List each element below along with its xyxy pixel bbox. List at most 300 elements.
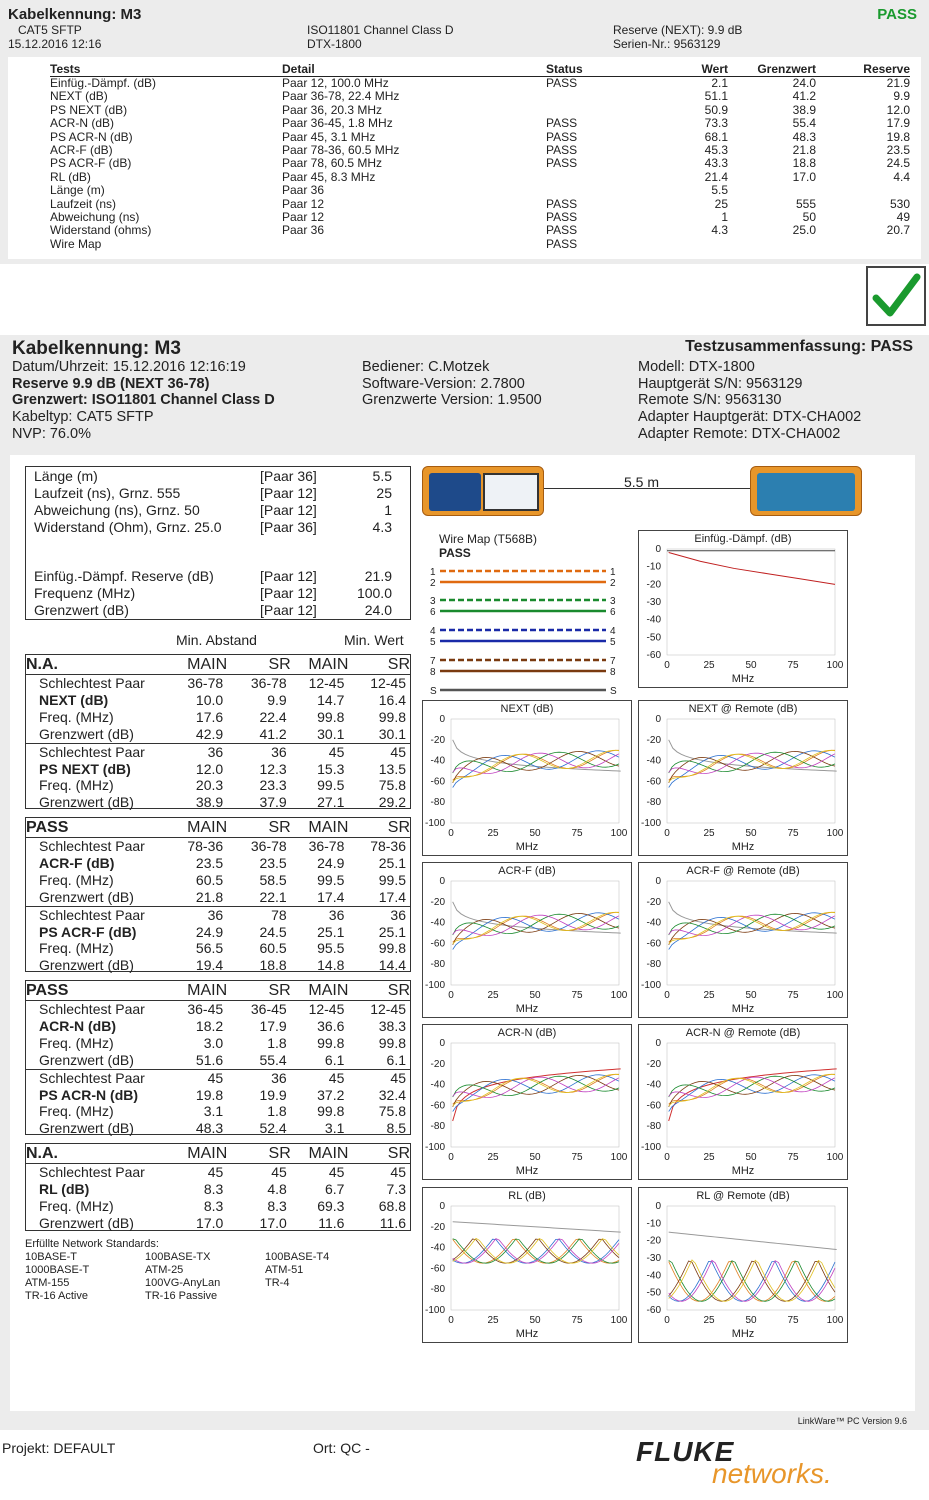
stats-row <box>26 726 410 743</box>
tests-cell: 68.1 <box>704 129 728 144</box>
stats-status: N.A. <box>26 1145 58 1162</box>
tests-cell: 19.8 <box>886 129 910 144</box>
stats-row <box>26 777 410 794</box>
stats-status: PASS <box>26 819 69 836</box>
stats-cell: 17.6 <box>195 708 224 725</box>
stats-col-head: MAIN <box>308 656 349 673</box>
y-tick-label: -40 <box>430 1242 445 1254</box>
tests-header-cell: Reserve <box>816 62 910 77</box>
y-tick-label: 0 <box>439 876 445 887</box>
tests-cell: PASS <box>546 116 578 131</box>
x-tick-label: 75 <box>787 990 799 1001</box>
stats-cell: Grenzwert (dB) <box>39 957 134 974</box>
stats-block <box>25 980 411 1135</box>
model-line: Modell: DTX-1800 <box>638 359 755 375</box>
stats-row <box>26 1103 410 1120</box>
tests-cell: 50.9 <box>704 102 728 117</box>
x-tick-label: 0 <box>664 1152 670 1163</box>
stats-cell: 52.4 <box>259 1120 287 1137</box>
standards-list <box>25 1238 385 1303</box>
chart-title: ACR-N @ Remote (dB) <box>685 1027 801 1039</box>
tests-cell: 12.0 <box>886 102 910 117</box>
tests-row <box>50 104 910 117</box>
stats-cell: 3.1 <box>203 1103 224 1120</box>
stats-cell: 20.3 <box>195 777 224 794</box>
stats-cell: 24.9 <box>317 854 345 871</box>
tests-cell: PS ACR-N (dB) <box>50 129 133 144</box>
y-tick-label: -100 <box>424 1305 445 1316</box>
stats-cell: 45 <box>390 1069 406 1086</box>
measure-cell: Länge (m) <box>34 468 98 484</box>
stats-col-head: MAIN <box>308 819 349 836</box>
stats-cell: 29.2 <box>378 794 406 811</box>
measure-row <box>34 468 392 485</box>
stats-cell: 69.3 <box>317 1197 345 1214</box>
stats-row <box>26 1018 410 1035</box>
y-tick-label: -20 <box>430 896 445 908</box>
stats-cell: Freq. (MHz) <box>39 708 114 725</box>
stats-col-head: SR <box>387 982 410 999</box>
stats-cell: 36-45 <box>187 1001 224 1017</box>
stats-cell: 37.2 <box>317 1086 345 1103</box>
stats-cell: 99.8 <box>317 1034 345 1051</box>
stats-col-head: MAIN <box>308 1145 349 1162</box>
chart-3 <box>422 862 632 1018</box>
tests-cell: PASS <box>546 196 578 211</box>
x-tick-label: 75 <box>571 1315 583 1326</box>
tests-cell: Einfüg.-Dämpf. (dB) <box>50 76 157 90</box>
chart-title: Einfüg.-Dämpf. (dB) <box>694 533 792 545</box>
tests-cell: PASS <box>546 210 578 225</box>
stats-cell: Grenzwert (dB) <box>39 1120 134 1137</box>
stats-cell: 19.9 <box>259 1086 287 1103</box>
stats-row <box>26 1052 410 1069</box>
y-tick-label: -80 <box>430 1284 445 1296</box>
stats-cell: 18.8 <box>259 957 287 974</box>
stats-col-head: MAIN <box>187 656 228 673</box>
y-tick-label: -20 <box>430 1058 445 1070</box>
y-tick-label: -20 <box>646 896 661 908</box>
y-tick-label: -40 <box>646 614 661 626</box>
y-tick-label: -50 <box>646 632 661 644</box>
stats-cell: 38.3 <box>378 1017 406 1034</box>
chart-svg <box>639 1188 849 1344</box>
cable-type: CAT5 SFTP <box>18 23 82 37</box>
y-tick-label: -80 <box>430 959 445 971</box>
stats-row <box>26 794 410 811</box>
reserve-value: Reserve (NEXT): 9.9 dB <box>613 23 743 37</box>
stats-cell: 68.8 <box>378 1197 406 1214</box>
stats-cell: 55.4 <box>259 1051 287 1068</box>
measurement-box <box>25 466 411 620</box>
cable-length-label: 5.5 m <box>624 474 660 490</box>
x-tick-label: 75 <box>787 660 799 671</box>
chart-xlabel: MHz <box>731 841 755 853</box>
brand-networks: networks. <box>712 1458 832 1489</box>
x-tick-label: 50 <box>745 1315 757 1326</box>
y-tick-label: -40 <box>646 1270 661 1282</box>
tests-cell: 21.9 <box>886 76 910 90</box>
y-tick-label: -80 <box>646 797 661 809</box>
tests-cell: 18.8 <box>792 156 816 171</box>
y-tick-label: -60 <box>646 1100 661 1112</box>
stats-cell: 9.9 <box>267 691 287 708</box>
wire-pin-right: 5 <box>610 637 616 648</box>
y-tick-label: -30 <box>646 1253 661 1264</box>
standards-row <box>25 1277 385 1290</box>
top-title: Kabelkennung: M3 <box>8 6 142 23</box>
stats-cell: 78-36 <box>370 838 406 854</box>
tests-cell: 555 <box>795 196 816 211</box>
stats-cell: 99.5 <box>317 871 345 888</box>
y-tick-label: -60 <box>646 776 661 788</box>
tests-cell: Laufzeit (ns) <box>50 196 117 211</box>
min-distance-label: Min. Abstand <box>176 632 257 648</box>
stats-cell: 36 <box>390 906 406 923</box>
x-tick-label: 50 <box>529 990 541 1001</box>
limit-line: Grenzwert: ISO11801 Channel Class D <box>12 392 275 409</box>
stats-cell: 22.4 <box>259 708 287 725</box>
y-tick-label: -60 <box>646 1305 661 1316</box>
stats-cell: 19.4 <box>195 957 224 974</box>
stats-header-row <box>26 982 410 1001</box>
stats-col-head: SR <box>268 982 291 999</box>
stats-cell: 36 <box>271 1069 287 1086</box>
reserve-line: Reserve 9.9 dB (NEXT 36-78) <box>12 375 210 392</box>
y-tick-label: -60 <box>646 938 661 950</box>
x-tick-label: 75 <box>787 1315 799 1326</box>
stats-cell: 23.5 <box>259 854 287 871</box>
stats-cell: Grenzwert (dB) <box>39 794 134 811</box>
stats-cell: 11.6 <box>318 1214 345 1231</box>
tests-cell: 25.0 <box>792 223 816 238</box>
x-tick-label: 25 <box>703 828 715 839</box>
stats-row <box>26 1164 410 1181</box>
tests-cell: Paar 12 <box>282 196 325 211</box>
stats-cell: 36 <box>271 743 287 760</box>
chart-2 <box>638 700 848 856</box>
main-sn-line: Hauptgerät S/N: 9563129 <box>638 375 803 392</box>
tests-cell: ACR-N (dB) <box>50 116 115 131</box>
stats-cell: 42.9 <box>195 725 224 742</box>
report-title: Kabelkennung: M3 <box>12 338 181 359</box>
x-tick-label: 75 <box>571 828 583 839</box>
tests-row <box>50 184 910 197</box>
tests-cell: PASS <box>546 223 578 238</box>
measure-row <box>34 568 392 585</box>
tests-cell: Paar 45, 8.3 MHz <box>282 169 376 184</box>
chart-xlabel: MHz <box>731 673 755 685</box>
plot-area <box>451 1043 619 1147</box>
stats-cell: 32.4 <box>378 1086 406 1103</box>
tests-header-cell: Tests <box>50 62 282 77</box>
tests-cell <box>816 184 910 197</box>
y-tick-label: -80 <box>430 797 445 809</box>
tests-row <box>50 157 910 170</box>
stats-cell: 45 <box>207 1164 224 1180</box>
tests-cell: Paar 78-36, 60.5 MHz <box>282 143 400 158</box>
y-tick-label: 0 <box>655 1038 661 1049</box>
stats-row <box>26 889 410 906</box>
remote-sn-line: Remote S/N: 9563130 <box>638 392 782 409</box>
y-tick-label: -60 <box>646 650 661 661</box>
chart-xlabel: MHz <box>731 1165 755 1177</box>
tests-row <box>50 198 910 211</box>
standards-cell: ATM-51 <box>265 1264 304 1276</box>
chart-xlabel: MHz <box>515 1165 539 1177</box>
x-tick-label: 25 <box>703 1315 715 1326</box>
stats-cell: 30.1 <box>378 725 406 742</box>
wire-pin-right: 8 <box>610 667 616 678</box>
stats-cell: 45 <box>271 1164 287 1180</box>
y-tick-label: -100 <box>424 1142 445 1153</box>
tests-cell: Abweichung (ns) <box>50 210 140 225</box>
chart-svg <box>639 863 849 1019</box>
wire-pin-right: 1 <box>610 567 616 578</box>
wire-pin-left: 8 <box>430 667 436 678</box>
adapter-main-line: Adapter Hauptgerät: DTX-CHA002 <box>638 409 862 426</box>
stats-cell: 6.1 <box>324 1051 345 1068</box>
stats-block <box>25 817 411 972</box>
tests-cell: 9.9 <box>893 89 910 104</box>
measure-cell: 24.0 <box>364 602 392 618</box>
y-tick-label: -20 <box>646 734 661 746</box>
y-tick-label: -100 <box>424 980 445 991</box>
tests-cell: Länge (m) <box>50 183 105 198</box>
x-tick-label: 75 <box>787 828 799 839</box>
stats-col-head: SR <box>387 819 410 836</box>
stats-col-head: MAIN <box>187 1145 228 1162</box>
y-tick-label: -20 <box>646 1235 661 1247</box>
stats-cell: 8.5 <box>386 1120 406 1137</box>
tests-header-cell: Detail <box>282 62 546 77</box>
tests-cell: 530 <box>889 196 910 211</box>
tests-cell: 17.9 <box>886 116 910 131</box>
x-tick-label: 0 <box>664 660 670 671</box>
y-tick-label: -40 <box>430 1079 445 1091</box>
tests-cell <box>546 184 656 197</box>
stats-cell: 99.8 <box>378 940 406 957</box>
tests-cell: 21.8 <box>792 143 816 158</box>
stats-row <box>26 709 410 726</box>
stats-cell: 21.8 <box>195 888 224 905</box>
y-tick-label: -10 <box>646 1218 661 1230</box>
stats-header-row <box>26 1145 410 1164</box>
stats-cell: NEXT (dB) <box>39 691 109 708</box>
stats-cell: Schlechtest Paar <box>39 1164 145 1180</box>
tests-cell: 49 <box>896 210 910 225</box>
tests-cell <box>728 184 816 197</box>
stats-cell: 75.8 <box>378 777 406 794</box>
tests-cell: 50 <box>802 210 816 225</box>
measure-cell: 21.9 <box>364 568 392 584</box>
tests-cell: Paar 12 <box>282 210 325 225</box>
x-tick-label: 100 <box>610 990 628 1001</box>
tests-cell: NEXT (dB) <box>50 89 108 104</box>
stats-block <box>25 1143 411 1231</box>
stats-row <box>26 761 410 778</box>
measure-cell: Widerstand (Ohm), Grnz. 25.0 <box>34 519 222 535</box>
brand-fluke: FLUKE <box>636 1436 735 1467</box>
stats-row <box>26 1035 410 1052</box>
standards-title: Erfüllte Network Standards: <box>25 1238 159 1250</box>
stats-cell: 41.2 <box>259 725 287 742</box>
y-tick-label: 0 <box>655 1201 661 1212</box>
wire-pin-left: 1 <box>430 567 436 578</box>
measure-row <box>34 502 392 519</box>
x-tick-label: 0 <box>664 828 670 839</box>
limit-line <box>453 1069 621 1121</box>
tests-row <box>50 90 910 103</box>
y-tick-label: -10 <box>646 561 661 573</box>
chart-title: RL @ Remote (dB) <box>696 1190 790 1202</box>
stats-cell: 45 <box>328 1069 345 1086</box>
stats-cell: 12-45 <box>370 1001 406 1017</box>
x-tick-label: 25 <box>703 990 715 1001</box>
y-tick-label: -40 <box>646 917 661 929</box>
stats-cell: Grenzwert (dB) <box>39 1051 134 1068</box>
y-tick-label: -20 <box>646 1058 661 1070</box>
stats-row <box>26 1069 410 1086</box>
x-tick-label: 25 <box>487 1315 499 1326</box>
standards-row <box>25 1290 385 1303</box>
stats-cell: 12.0 <box>195 760 224 777</box>
y-tick-label: 0 <box>655 714 661 725</box>
min-value-label: Min. Wert <box>344 632 404 648</box>
measure-row <box>34 485 392 502</box>
measure-cell: Einfüg.-Dämpf. Reserve (dB) <box>34 568 214 584</box>
stats-cell: 17.0 <box>259 1214 287 1231</box>
wire-pin-right: 6 <box>610 607 616 618</box>
wire-pin-right: 4 <box>610 626 616 637</box>
chart-xlabel: MHz <box>515 841 539 853</box>
operator-line: Bediener: C.Motzek <box>362 359 490 375</box>
stats-row <box>26 838 410 855</box>
y-tick-label: -20 <box>430 734 445 746</box>
stats-row <box>26 675 410 692</box>
stats-cell: 78 <box>271 906 287 923</box>
stats-cell: 8.3 <box>203 1197 224 1214</box>
serial-number: Serien-Nr.: 9563129 <box>613 37 721 51</box>
tests-cell <box>816 238 910 251</box>
tests-row <box>50 171 910 184</box>
x-tick-label: 75 <box>571 1152 583 1163</box>
stats-table <box>26 656 410 811</box>
stats-row <box>26 855 410 872</box>
stats-cell: 18.2 <box>195 1017 224 1034</box>
tests-cell: Paar 45, 3.1 MHz <box>282 129 376 144</box>
stats-cell: 8.3 <box>267 1197 287 1214</box>
chart-title: ACR-N (dB) <box>497 1027 557 1039</box>
plot-area <box>667 719 835 823</box>
limits-version-line: Grenzwerte Version: 1.9500 <box>362 392 542 409</box>
stats-block <box>25 654 411 809</box>
stats-cell: Freq. (MHz) <box>39 1034 114 1051</box>
x-tick-label: 75 <box>571 990 583 1001</box>
y-tick-label: 0 <box>439 714 445 725</box>
tests-cell: PASS <box>546 129 578 144</box>
stats-cell: 17.4 <box>378 888 406 905</box>
measure-cell: [Paar 12] <box>260 485 317 501</box>
stats-cell: 24.9 <box>195 923 224 940</box>
x-tick-label: 25 <box>703 660 715 671</box>
stats-cell: Schlechtest Paar <box>39 1069 145 1086</box>
stats-cell: 17.9 <box>259 1017 287 1034</box>
tests-row <box>50 238 910 251</box>
y-tick-label: -30 <box>646 597 661 608</box>
tests-row <box>50 144 910 157</box>
chart-xlabel: MHz <box>731 1328 755 1340</box>
stats-cell: 37.9 <box>259 794 287 811</box>
tests-cell: 5.5 <box>711 183 728 198</box>
tests-row <box>50 131 910 144</box>
tests-cell: 20.7 <box>886 223 910 238</box>
software-line: Software-Version: 2.7800 <box>362 375 525 392</box>
stats-cell: 1.8 <box>267 1103 287 1120</box>
limit-standard: ISO11801 Channel Class D <box>307 23 454 37</box>
version-label: LinkWare™ PC Version 9.6 <box>797 1416 907 1426</box>
x-tick-label: 100 <box>826 660 844 671</box>
stats-row <box>26 1181 410 1198</box>
stats-cell: 17.0 <box>196 1214 224 1231</box>
measure-cell: Abweichung (ns), Grnz. 50 <box>34 502 200 518</box>
tests-table <box>50 62 910 251</box>
stats-cell: 36-78 <box>187 675 224 691</box>
stats-cell: 22.1 <box>259 888 287 905</box>
stats-cell: 14.8 <box>317 957 345 974</box>
x-tick-label: 50 <box>529 828 541 839</box>
x-tick-label: 0 <box>448 1152 454 1163</box>
stats-cell: 30.1 <box>317 725 345 742</box>
standards-cell: 100BASE-T4 <box>265 1251 330 1263</box>
stats-cell: 27.1 <box>317 794 345 811</box>
tests-cell: 41.2 <box>792 89 816 104</box>
stats-cell: 17.4 <box>317 888 345 905</box>
y-tick-label: -20 <box>646 579 661 591</box>
tests-cell: 21.4 <box>704 169 728 184</box>
y-tick-label: 0 <box>655 544 661 555</box>
tests-cell: RL (dB) <box>50 169 91 184</box>
stats-cell: Grenzwert (dB) <box>39 1214 134 1231</box>
stats-cell: 45 <box>390 743 406 760</box>
measure-row <box>34 519 392 536</box>
plot-area <box>451 881 619 985</box>
y-tick-label: -60 <box>430 1100 445 1112</box>
stats-cell: 16.4 <box>378 691 406 708</box>
tests-cell: 4.4 <box>893 169 910 184</box>
limit-line <box>669 1232 837 1249</box>
chart-xlabel: MHz <box>731 1003 755 1015</box>
chart-title: NEXT @ Remote (dB) <box>688 703 798 715</box>
stats-cell: 78-36 <box>187 838 224 854</box>
stats-cell: Grenzwert (dB) <box>39 725 134 742</box>
y-tick-label: 0 <box>439 1201 445 1212</box>
stats-cell: 3.1 <box>324 1120 345 1137</box>
tests-row <box>50 77 910 91</box>
wire-pin-left: S <box>430 686 437 696</box>
stats-col-head: MAIN <box>308 982 349 999</box>
standards-row <box>25 1264 385 1277</box>
standards-cell: TR-4 <box>265 1277 290 1289</box>
chart-title: NEXT (dB) <box>500 703 554 715</box>
plot-area <box>667 881 835 985</box>
stats-cell: 10.0 <box>195 691 224 708</box>
tests-cell: Paar 36-78, 22.4 MHz <box>282 89 400 104</box>
stats-cell: 6.7 <box>324 1180 345 1197</box>
plot-area <box>451 719 619 823</box>
y-tick-label: -60 <box>430 938 445 950</box>
stats-row <box>26 1087 410 1104</box>
